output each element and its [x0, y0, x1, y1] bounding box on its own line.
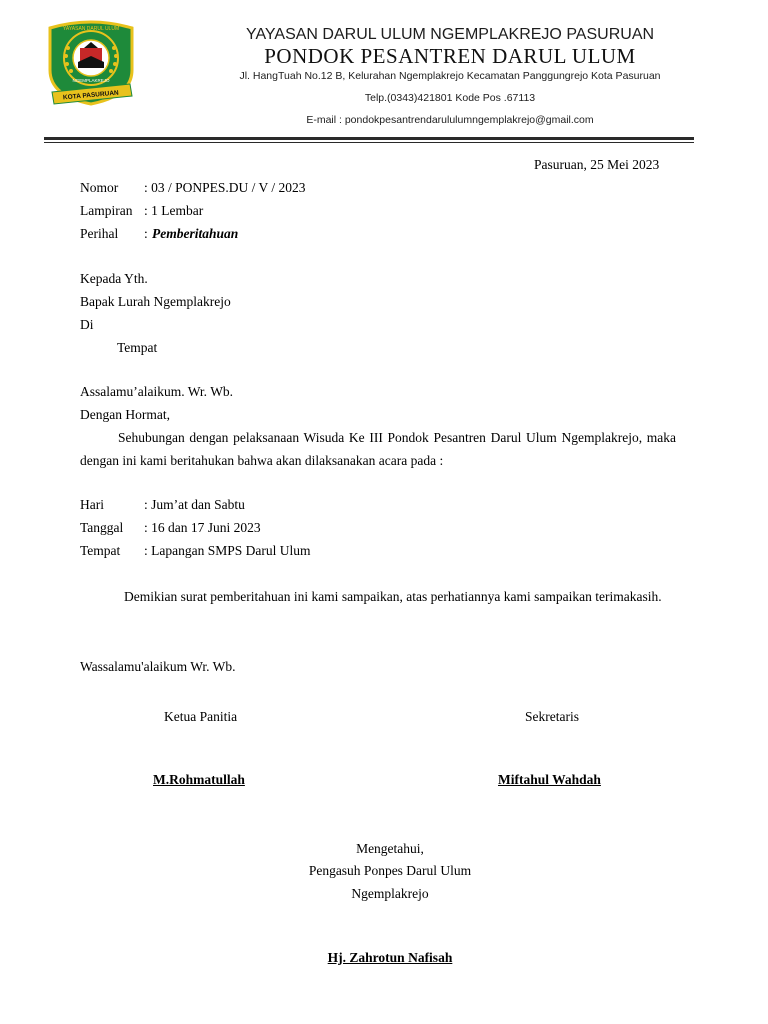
foundation-logo — [44, 18, 138, 110]
body-paragraph — [80, 426, 676, 472]
address: Jl. HangTuah No.12 B, Kelurahan Ngemplakrejo Kecamatan Panggungrejo Kota Pasuruan — [239, 70, 661, 82]
meta-value-perihal: Pemberitahuan — [152, 226, 239, 241]
meta-label-perihal: Perihal — [80, 226, 119, 241]
signature-right-title: Sekretaris — [525, 709, 579, 724]
meta-value-nomor: : 03 / PONPES.DU / V / 2023 — [144, 180, 306, 195]
event-label-hari: Hari — [80, 497, 104, 512]
meta-colon-perihal: : — [144, 226, 148, 241]
event-value-tanggal: : 16 dan 17 Juni 2023 — [144, 520, 261, 535]
recipient-line-1: Kepada Yth. — [80, 271, 148, 286]
event-label-tempat: Tempat — [80, 543, 121, 558]
recipient-line-4: Tempat — [117, 340, 158, 355]
signature-left-name: M.Rohmatullah — [153, 772, 245, 787]
meta-value-lampiran: : 1 Lembar — [144, 203, 204, 218]
school-name: PONDOK PESANTREN DARUL ULUM — [264, 44, 636, 68]
closing-paragraph — [80, 585, 676, 608]
closing-greeting: Wassalamu'alaikum Wr. Wb. — [80, 659, 236, 674]
meta-label-lampiran: Lampiran — [80, 203, 133, 218]
recipient-line-3: Di — [80, 317, 94, 332]
meta-label-nomor: Nomor — [80, 180, 119, 195]
logo-ribbon-text: KOTA PASURUAN — [62, 89, 119, 102]
event-value-hari: : Jum’at dan Sabtu — [144, 497, 245, 512]
acknowledgement-name: Hj. Zahrotun Nafisah — [327, 950, 453, 965]
logo-bottom-text: NGEMPLAKREJO — [72, 78, 110, 83]
closing-paragraph-text: Demikian surat pemberitahuan ini kami sampaikan, atas perhatiannya kami sampaikan terimakasih. — [124, 589, 662, 604]
organization-name: YAYASAN DARUL ULUM NGEMPLAKREJO PASURUAN — [245, 26, 655, 43]
greeting: Assalamu’alaikum. Wr. Wb. — [80, 384, 234, 399]
place-date: Pasuruan, 25 Mei 2023 — [534, 157, 660, 172]
acknowledgement-line-3: Ngemplakrejo — [351, 886, 429, 901]
acknowledgement-line-1: Mengetahui, — [356, 841, 424, 856]
letterhead-rule-thick — [44, 137, 694, 140]
recipient-line-2: Bapak Lurah Ngemplakrejo — [80, 294, 231, 309]
event-value-tempat: : Lapangan SMPS Darul Ulum — [144, 543, 311, 558]
salutation: Dengan Hormat, — [80, 407, 170, 422]
signature-right-name: Miftahul Wahdah — [498, 772, 601, 787]
signature-left-title: Ketua Panitia — [164, 709, 238, 724]
letterhead-rule-thin — [44, 142, 694, 143]
phone: Telp.(0343)421801 Kode Pos .67113 — [364, 92, 536, 104]
email: E-mail : pondokpesantrendarululumngemplakrejo@gmail.com — [306, 114, 594, 126]
event-label-tanggal: Tanggal — [80, 520, 124, 535]
logo-top-text: YAYASAN DARUL ULUM — [62, 26, 120, 32]
acknowledgement-line-2: Pengasuh Ponpes Darul Ulum — [308, 863, 472, 878]
body-paragraph-text: Sehubungan dengan pelaksanaan Wisuda Ke III Pondok Pesantren Darul Ulum Ngemplakrejo, maka dengan ini kami beritahukan bahwa akan dilaksanakan acara pada : — [80, 430, 676, 468]
